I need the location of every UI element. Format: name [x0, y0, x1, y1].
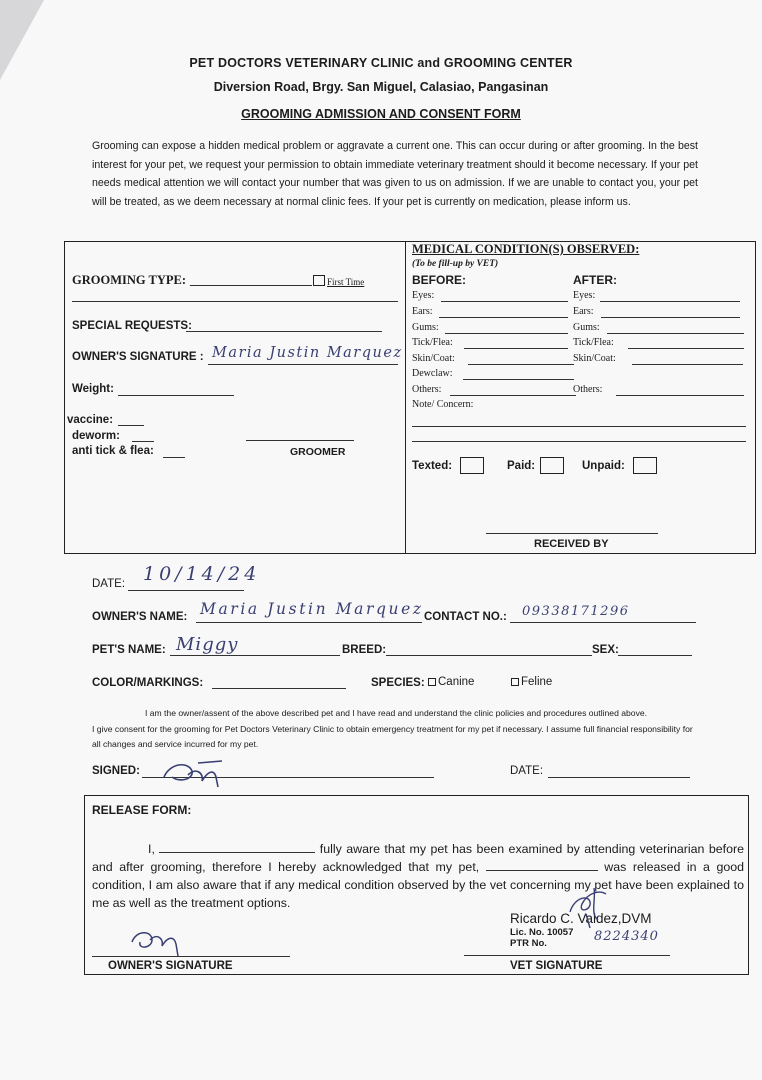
- release-text-mid2: was released in a good condition, I am also aware that if any medical condition observed by the vet concerning my pet have been explained to me as well as the treatment options.: [92, 860, 745, 910]
- feline-label: Feline: [521, 676, 553, 688]
- after-condition-field[interactable]: [601, 317, 740, 318]
- consent-statement: [92, 706, 700, 753]
- note-line-2[interactable]: [412, 441, 746, 442]
- release-title: RELEASE FORM:: [92, 803, 192, 817]
- color-markings-field[interactable]: [212, 688, 346, 689]
- owner-signature-label: OWNER'S SIGNATURE :: [72, 351, 204, 363]
- signed-label: SIGNED:: [92, 765, 140, 777]
- after-condition-label: Ears:: [573, 306, 594, 317]
- box-divider: [405, 241, 406, 554]
- after-condition-field[interactable]: [628, 348, 744, 349]
- before-condition-label: Tick/Flea:: [412, 337, 453, 348]
- after-condition-label: Eyes:: [573, 290, 596, 301]
- before-condition-label: Skin/Coat:: [412, 353, 455, 364]
- received-by-line: [486, 533, 658, 534]
- owner-name-label: OWNER'S NAME:: [92, 611, 188, 623]
- vaccine-label: vaccine:: [67, 414, 114, 426]
- before-condition-label: Dewclaw:: [412, 368, 453, 379]
- first-time-label: First Time: [327, 277, 365, 287]
- feline-checkbox[interactable]: [511, 678, 519, 686]
- contact-no-field[interactable]: [510, 622, 696, 623]
- before-condition-field[interactable]: [468, 364, 574, 365]
- release-owner-signature-scribble: [126, 926, 196, 958]
- owner-signature-handwriting: Maria Justin Marquez: [212, 345, 403, 361]
- texted-label: Texted:: [412, 460, 453, 472]
- clinic-address: Diversion Road, Brgy. San Miguel, Calasiao, Pangasinan: [213, 80, 549, 94]
- owner-name-field[interactable]: [196, 622, 422, 623]
- before-condition-field[interactable]: [441, 301, 568, 302]
- after-condition-field[interactable]: [616, 395, 744, 396]
- vet-signature-line: [464, 955, 670, 956]
- before-condition-field[interactable]: [464, 348, 568, 349]
- vet-signature-scribble: [560, 884, 620, 930]
- date-field[interactable]: [128, 590, 244, 591]
- species-canine-option[interactable]: [428, 676, 474, 688]
- release-text-start: I,: [148, 842, 155, 856]
- unpaid-checkbox[interactable]: [633, 457, 657, 474]
- medical-condition-title: MEDICAL CONDITION(S) OBSERVED:: [412, 242, 640, 256]
- groomer-label: GROOMER: [290, 446, 346, 458]
- breed-label: BREED:: [342, 644, 387, 656]
- owner-signature-scribble: [158, 755, 238, 789]
- before-label: BEFORE:: [412, 273, 466, 287]
- before-condition-label: Gums:: [412, 322, 439, 333]
- vet-license-number: Lic. No. 10057: [510, 927, 574, 938]
- release-paragraph: [92, 840, 744, 912]
- after-label: AFTER:: [573, 273, 617, 287]
- after-condition-field[interactable]: [607, 333, 744, 334]
- contact-no-handwriting: 09338171296: [522, 604, 630, 619]
- sex-field[interactable]: [618, 655, 692, 656]
- received-by-label: RECEIVED BY: [534, 538, 609, 550]
- before-condition-label: Ears:: [412, 306, 433, 317]
- note-concern-label: Note/ Concern:: [412, 399, 474, 410]
- weight-field[interactable]: [118, 395, 234, 396]
- owner-signature-caption: OWNER'S SIGNATURE: [108, 960, 233, 972]
- before-condition-field[interactable]: [439, 317, 568, 318]
- before-condition-field[interactable]: [450, 395, 576, 396]
- date-handwriting: 10/14/24: [143, 563, 261, 585]
- texted-checkbox[interactable]: [460, 457, 484, 474]
- after-condition-label: Tick/Flea:: [573, 337, 614, 348]
- color-markings-label: COLOR/MARKINGS:: [92, 677, 204, 689]
- pet-name-handwriting: Miggy: [176, 634, 239, 655]
- owner-name-handwriting: Maria Justin Marquez: [200, 600, 424, 618]
- anti-tick-field[interactable]: [163, 457, 185, 458]
- before-condition-field[interactable]: [463, 379, 574, 380]
- canine-checkbox[interactable]: [428, 678, 436, 686]
- special-requests-label: SPECIAL REQUESTS:: [72, 320, 192, 332]
- grooming-type-label: GROOMING TYPE:: [72, 273, 187, 287]
- contact-no-label: CONTACT NO.:: [424, 611, 507, 623]
- deworm-label: deworm:: [72, 430, 120, 442]
- anti-tick-label: anti tick & flea:: [72, 445, 154, 457]
- breed-field[interactable]: [386, 655, 592, 656]
- first-time-option[interactable]: [313, 275, 364, 287]
- grooming-type-field[interactable]: [190, 285, 312, 286]
- note-line-1[interactable]: [412, 426, 746, 427]
- intro-paragraph: Grooming can expose a hidden medical problem or aggravate a current one. This can occur during or after grooming. In the best interest for your pet, we request your permission to obtain immediate veterinary treatment should it become necessary. If your pet needs medical attention we will contact your number that was given to us on admission. If we are unable to contact you, your pet will be treated, as we deem necessary at normal clinic fees. If your pet is currently on medication, please inform us.: [92, 140, 698, 208]
- canine-label: Canine: [438, 676, 475, 688]
- before-condition-label: Eyes:: [412, 290, 435, 301]
- release-owner-name-field[interactable]: [159, 841, 315, 853]
- after-condition-label: Gums:: [573, 322, 600, 333]
- owner-signature-line: [92, 956, 290, 957]
- after-condition-label: Others:: [573, 384, 603, 395]
- owner-signature-field: [208, 364, 398, 365]
- before-condition-label: Others:: [412, 384, 442, 395]
- consent-line-2: I give consent for the grooming for Pet Doctors Veterinary Clinic to obtain emergency treatment for my pet if necessary. I assume full financial responsibility for all changes and service incurred for my pet.: [92, 723, 693, 750]
- pet-name-field[interactable]: [170, 655, 340, 656]
- species-feline-option[interactable]: [511, 676, 552, 688]
- before-condition-field[interactable]: [445, 333, 568, 334]
- grooming-type-line2: [72, 301, 398, 302]
- deworm-field[interactable]: [132, 441, 154, 442]
- release-text-mid1: fully aware that my pet has been examined by attending veterinarian before and after grooming, therefore I hereby acknowledged that my pet,: [92, 842, 744, 874]
- vaccine-field[interactable]: [118, 425, 144, 426]
- groomer-signature-line: [246, 440, 354, 441]
- vet-ptr-label: PTR No.: [510, 938, 547, 949]
- consent-date-field[interactable]: [548, 777, 690, 778]
- paid-checkbox[interactable]: [540, 457, 564, 474]
- first-time-checkbox[interactable]: [313, 275, 325, 286]
- consent-line-1: I am the owner/assent of the above described pet and I have read and understand the clinic policies and procedures outlined above.: [144, 708, 648, 718]
- vet-signature-caption: VET SIGNATURE: [510, 960, 603, 972]
- clinic-name: PET DOCTORS VETERINARY CLINIC and GROOMING CENTER: [189, 56, 573, 70]
- weight-label: Weight:: [72, 383, 114, 395]
- consent-date-label: DATE:: [510, 765, 544, 777]
- unpaid-label: Unpaid:: [582, 460, 625, 472]
- special-requests-field[interactable]: [186, 331, 382, 332]
- after-condition-label: Skin/Coat:: [573, 353, 616, 364]
- form-title: GROOMING ADMISSION AND CONSENT FORM: [241, 107, 521, 121]
- release-pet-name-field[interactable]: [486, 859, 598, 871]
- vet-ptr-handwriting: 8224340: [594, 929, 659, 944]
- sex-label: SEX:: [592, 644, 619, 656]
- vet-name-stamp: Ricardo C. Valdez,DVM: [510, 911, 652, 926]
- pet-name-label: PET'S NAME:: [92, 644, 166, 656]
- after-condition-field[interactable]: [600, 301, 740, 302]
- vet-fillup-note: (To be fill-up by VET): [412, 259, 499, 269]
- date-label: DATE:: [92, 578, 126, 590]
- after-condition-field[interactable]: [632, 364, 743, 365]
- paid-label: Paid:: [507, 460, 536, 472]
- species-label: SPECIES:: [371, 677, 425, 689]
